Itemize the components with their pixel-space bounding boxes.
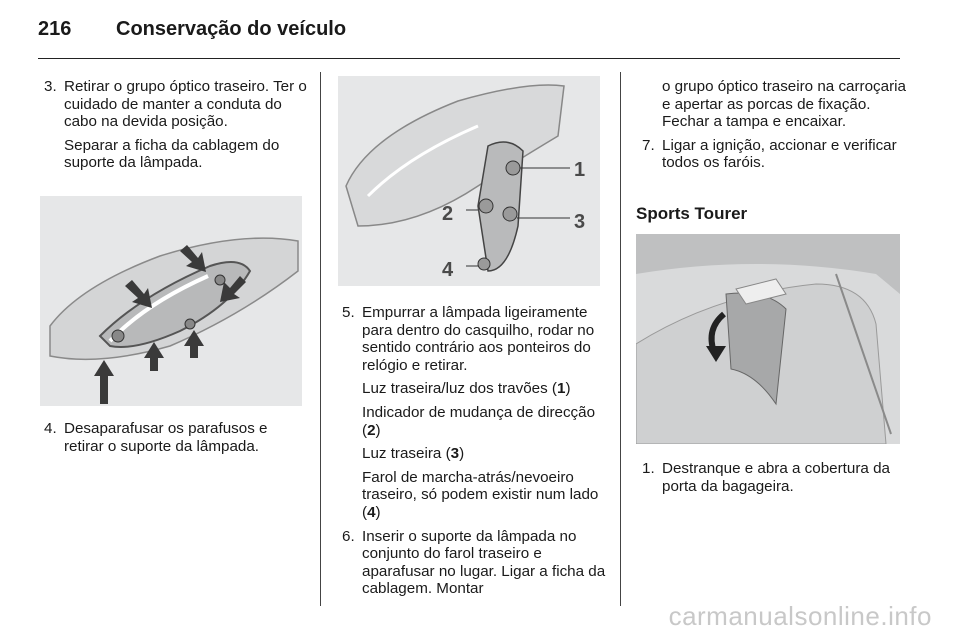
column-3-lower [636, 460, 908, 501]
watermark-text: carmanualsonline.info [668, 601, 932, 631]
callout-1: 1 [574, 159, 586, 181]
step-5 [336, 304, 608, 522]
page-title: Conservação do veículo [116, 18, 347, 40]
callout-3: 3 [574, 211, 586, 233]
column-2 [336, 304, 608, 604]
step-6 [336, 528, 608, 598]
step-text: Desaparafusar os parafusos e retirar o suporte da lâmpada. [64, 420, 268, 455]
step-number: 7. [642, 136, 655, 154]
column-divider-1 [320, 72, 321, 606]
column-divider-2 [620, 72, 621, 606]
column-1 [38, 78, 308, 178]
lamp-1: Luz traseira/luz dos travões (1) [362, 380, 571, 398]
step-number: 4. [44, 420, 57, 437]
tailgate-illustration [636, 234, 900, 444]
step-text: Ligar a ignição, accionar e verificar todos os faróis. [662, 136, 897, 172]
page-header [38, 14, 900, 54]
step-number: 1. [642, 460, 655, 477]
step-number: 3. [44, 78, 57, 95]
rear-light-figure [40, 196, 302, 406]
callout-4: 4 [442, 259, 454, 281]
step-text: Destranque e abra a cobertura da porta da bagageira. [662, 460, 890, 495]
tailgate-figure [636, 234, 900, 444]
page-number: 216 [38, 18, 72, 40]
column-3 [636, 78, 906, 178]
step-6-continued: o grupo óptico traseiro na carroçaria e apertar as porcas de fixação. Fechar a tampa e encaixar. [662, 78, 906, 131]
step-subtext: Separar a ficha da cablagem do suporte da lâmpada. [64, 136, 280, 172]
column-1-lower [38, 420, 308, 461]
lamp-3: Luz traseira (3) [362, 445, 465, 463]
section-heading: Sports Tourer [636, 204, 748, 223]
step-number: 5. [342, 304, 355, 321]
step-text: Inserir o suporte da lâmpada no conjunto do farol traseiro e aparafusar no lugar. Ligar a ficha da cablagem. Montar [362, 527, 606, 598]
callout-2: 2 [442, 203, 454, 225]
step-number: 6. [342, 527, 355, 545]
step-text: Retirar o grupo óptico traseiro. Ter o cuidado de manter a conduta do cabo na devida posição. [64, 78, 307, 131]
rear-light-illustration [40, 196, 302, 406]
lamp-4: Farol de marcha-atrás/nevoeiro traseiro, só podem existir num lado (4) [362, 468, 599, 521]
step-4 [38, 420, 308, 455]
lamp-2: Indicador de mudança de direcção (2) [362, 403, 596, 439]
sports-tourer-step-1 [636, 460, 908, 495]
header-divider [38, 58, 900, 59]
lamp-holder-figure [338, 76, 600, 286]
lamp-holder-illustration [338, 76, 600, 286]
step-text: Empurrar a lâmpada ligeiramente para dentro do casquilho, rodar no sentido contrário aos ponteiros do relógio e retirar. [362, 304, 595, 374]
step-7 [636, 137, 906, 172]
step-3 [38, 78, 308, 172]
